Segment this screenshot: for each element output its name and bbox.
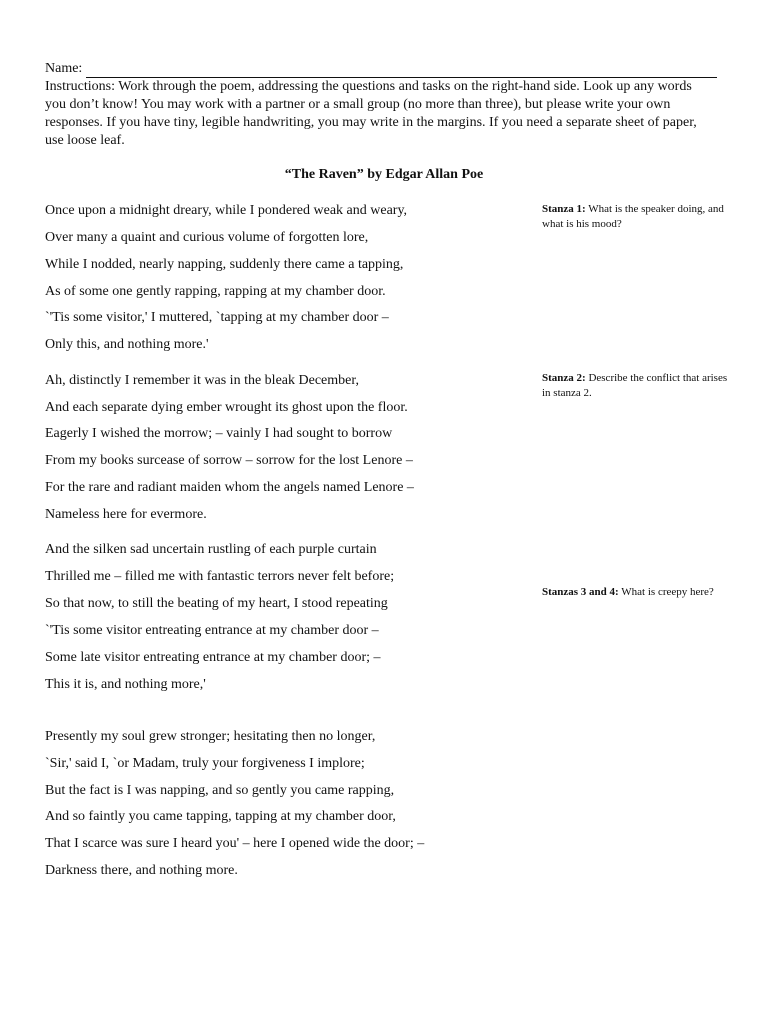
question-label: Stanzas 3 and 4:	[542, 586, 619, 598]
poem-line: `'Tis some visitor entreating entrance at my chamber door –	[45, 623, 379, 638]
question-stanzas-3-4	[542, 585, 732, 600]
poem-line: From my books surcease of sorrow – sorrow for the lost Lenore –	[45, 453, 413, 468]
poem-title: “The Raven” by Edgar Allan Poe	[284, 167, 484, 182]
poem-line: Nameless here for evermore.	[45, 507, 207, 522]
name-blank-line	[86, 63, 717, 78]
poem-line: So that now, to still the beating of my heart, I stood repeating	[45, 596, 388, 611]
poem-line: `'Tis some visitor,' I muttered, `tapping at my chamber door –	[45, 310, 389, 325]
poem-line: Ah, distinctly I remember it was in the bleak December,	[45, 373, 359, 388]
poem-line: This it is, and nothing more,'	[45, 677, 206, 692]
poem-line: Over many a quaint and curious volume of forgotten lore,	[45, 230, 369, 245]
poem-line: Some late visitor entreating entrance at my chamber door; –	[45, 650, 381, 665]
question-text: What is creepy here?	[621, 586, 714, 598]
question-stanza-2	[542, 371, 732, 401]
poem-line: Thrilled me – filled me with fantastic terrors never felt before;	[45, 569, 395, 584]
poem-line: And so faintly you came tapping, tapping at my chamber door,	[45, 809, 396, 824]
poem-line: And the silken sad uncertain rustling of each purple curtain	[45, 542, 377, 557]
poem-line: For the rare and radiant maiden whom the angels named Lenore –	[45, 480, 414, 495]
poem-line: As of some one gently rapping, rapping at my chamber door.	[45, 284, 386, 299]
poem-line: And each separate dying ember wrought its ghost upon the floor.	[45, 400, 408, 415]
question-stanza-1	[542, 202, 732, 232]
poem-line: Once upon a midnight dreary, while I pondered weak and weary,	[45, 203, 408, 218]
poem-line: But the fact is I was napping, and so gently you came rapping,	[45, 783, 395, 798]
name-label: Name:	[45, 61, 83, 76]
question-text: Describe the conflict that arises in stanza 2.	[542, 372, 728, 399]
name-field-row	[45, 60, 717, 78]
question-label: Stanza 1:	[542, 203, 586, 215]
poem-line: `Sir,' said I, `or Madam, truly your forgiveness I implore;	[45, 756, 365, 771]
instructions-text: Instructions: Work through the poem, addressing the questions and tasks on the right-hand side. Look up any words you don’t know! You may work with a partner or a small group (no more than three), but please write your own responses. If you have tiny, legible handwriting, you may write in the margins. If you need a separate sheet of paper, use loose leaf.	[45, 79, 697, 148]
poem-line: Darkness there, and nothing more.	[45, 863, 238, 878]
poem-line: That I scarce was sure I heard you' – here I opened wide the door; –	[45, 836, 425, 851]
poem-line: Eagerly I wished the morrow; – vainly I had sought to borrow	[45, 426, 393, 441]
poem-line: Only this, and nothing more.'	[45, 337, 209, 352]
question-label: Stanza 2:	[542, 372, 586, 384]
poem-line: While I nodded, nearly napping, suddenly there came a tapping,	[45, 257, 404, 272]
question-text: What is the speaker doing, and what is his mood?	[542, 203, 724, 230]
poem-line: Presently my soul grew stronger; hesitating then no longer,	[45, 729, 376, 744]
